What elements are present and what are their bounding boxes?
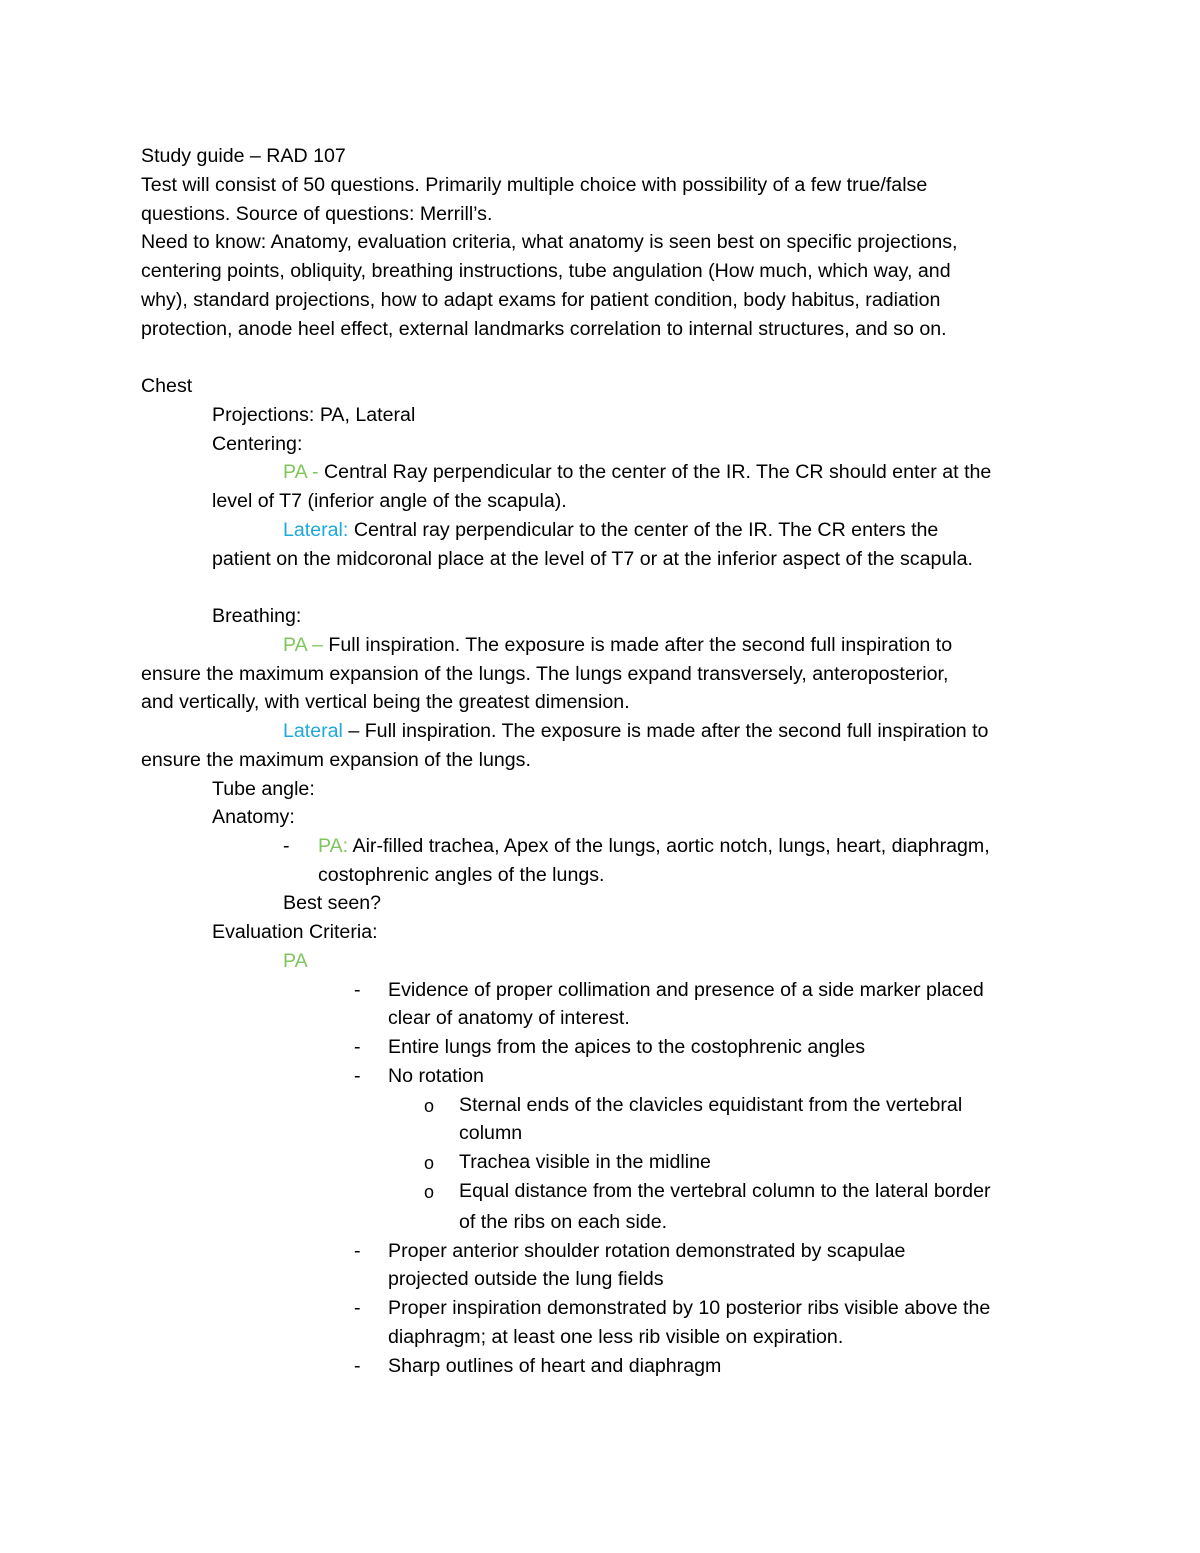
intro-line-1: Test will consist of 50 questions. Primarily multiple choice with possibility of a few true/false	[141, 174, 928, 196]
criteria-item-5-line-2: diaphragm; at least one less rib visible on expiration.	[388, 1326, 844, 1348]
doc-title: Study guide – RAD 107	[141, 145, 346, 167]
breathing-label: Breathing:	[212, 605, 302, 627]
lateral-tag: Lateral	[283, 720, 343, 742]
criteria-item-1-line-1: Evidence of proper collimation and presence of a side marker placed	[388, 979, 984, 1001]
pa-tag: PA -	[283, 461, 325, 483]
criteria-item-4-line-2: projected outside the lung fields	[388, 1268, 664, 1290]
anatomy-pa-line-2: costophrenic angles of the lungs.	[318, 864, 605, 886]
anatomy-pa-text: Air-filled trachea, Apex of the lungs, aortic notch, lungs, heart, diaphragm,	[352, 835, 990, 857]
sub-item-1-line-1: Sternal ends of the clavicles equidistant from the vertebral	[459, 1094, 963, 1116]
breathing-pa-line-1	[283, 636, 952, 656]
criteria-item-1-line-2: clear of anatomy of interest.	[388, 1007, 630, 1029]
breathing-lateral-line-1	[283, 722, 988, 742]
sub-item-3-line-1: Equal distance from the vertebral column to the lateral border	[459, 1180, 991, 1202]
need-line-4: protection, anode heel effect, external landmarks correlation to internal structures, and so on.	[141, 318, 947, 340]
breathing-pa-line-3: and vertically, with vertical being the greatest dimension.	[141, 691, 630, 713]
centering-pa-text: Central Ray perpendicular to the center of the IR. The CR should enter at the	[324, 461, 992, 483]
sub-item-2: Trachea visible in the midline	[459, 1151, 711, 1173]
centering-lateral-line-1	[283, 521, 938, 541]
evaluation-pa-label: PA	[283, 950, 308, 972]
criteria-item-4-line-1: Proper anterior shoulder rotation demonstrated by scapulae	[388, 1240, 906, 1262]
list-dash: -	[354, 979, 361, 1001]
list-dash: -	[354, 1065, 361, 1087]
centering-lateral-text: Central ray perpendicular to the center of the IR. The CR enters the	[353, 519, 939, 541]
evaluation-criteria-label: Evaluation Criteria:	[212, 921, 378, 943]
centering-pa-line-2: level of T7 (inferior angle of the scapula).	[212, 490, 567, 512]
projections-line: Projections: PA, Lateral	[212, 404, 416, 426]
centering-pa-line-1	[283, 463, 991, 483]
best-seen-line: Best seen?	[283, 892, 382, 914]
pa-tag: PA –	[283, 634, 329, 656]
criteria-item-6: Sharp outlines of heart and diaphragm	[388, 1355, 722, 1377]
list-dash: -	[354, 1355, 361, 1377]
list-dash: -	[283, 835, 290, 857]
anatomy-pa-line-1	[318, 837, 990, 857]
sub-item-1-line-2: column	[459, 1122, 523, 1144]
circle-bullet-icon: o	[424, 1153, 435, 1173]
intro-line-2: questions. Source of questions: Merrill’s.	[141, 203, 493, 225]
need-line-2: centering points, obliquity, breathing instructions, tube angulation (How much, which way, and	[141, 260, 951, 282]
sub-item-3-line-2: of the ribs on each side.	[459, 1211, 668, 1233]
list-dash: -	[354, 1240, 361, 1262]
criteria-item-3: No rotation	[388, 1065, 484, 1087]
anatomy-label: Anatomy:	[212, 806, 295, 828]
need-line-3: why), standard projections, how to adapt exams for patient condition, body habitus, radiation	[141, 289, 941, 311]
centering-lateral-line-2: patient on the midcoronal place at the level of T7 or at the inferior aspect of the scapula.	[212, 548, 973, 570]
circle-bullet-icon: o	[424, 1182, 435, 1202]
breathing-lateral-line-2: ensure the maximum expansion of the lungs.	[141, 749, 531, 771]
criteria-item-2: Entire lungs from the apices to the costophrenic angles	[388, 1036, 866, 1058]
need-line-1: Need to know: Anatomy, evaluation criteria, what anatomy is seen best on specific projections,	[141, 231, 958, 253]
list-dash: -	[354, 1297, 361, 1319]
section-heading-chest: Chest	[141, 375, 193, 397]
breathing-pa-line-2: ensure the maximum expansion of the lungs. The lungs expand transversely, anteroposterior,	[141, 663, 949, 685]
centering-label: Centering:	[212, 433, 303, 455]
pa-tag: PA:	[318, 835, 353, 857]
breathing-pa-text: Full inspiration. The exposure is made after the second full inspiration to	[328, 634, 953, 656]
circle-bullet-icon: o	[424, 1096, 435, 1116]
lateral-tag: Lateral:	[283, 519, 354, 541]
list-dash: -	[354, 1036, 361, 1058]
criteria-item-5-line-1: Proper inspiration demonstrated by 10 posterior ribs visible above the	[388, 1297, 991, 1319]
tube-angle-label: Tube angle:	[212, 778, 315, 800]
breathing-lateral-text: – Full inspiration. The exposure is made after the second full inspiration to	[342, 720, 989, 742]
